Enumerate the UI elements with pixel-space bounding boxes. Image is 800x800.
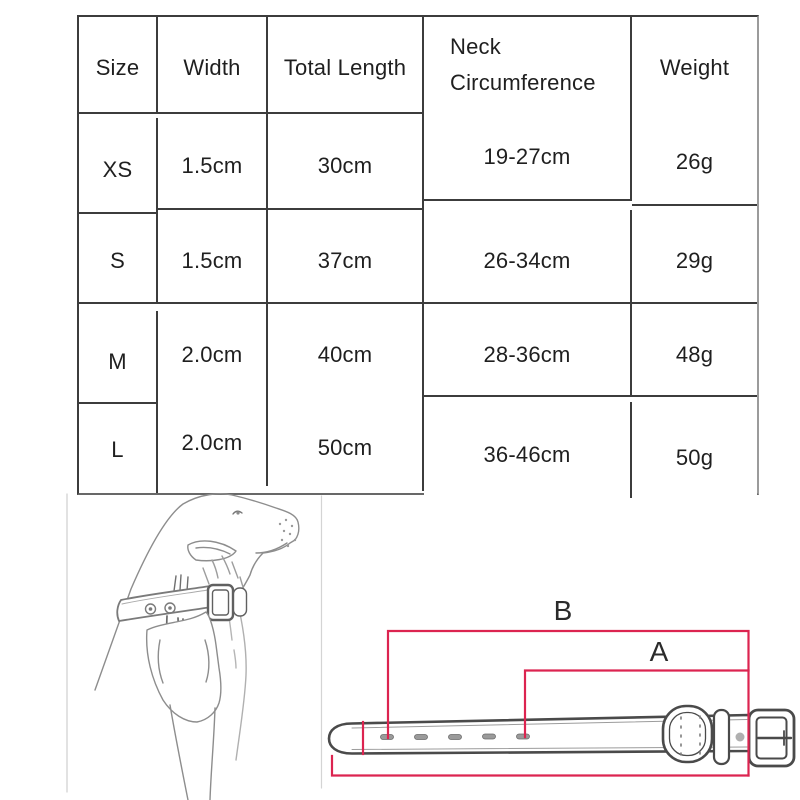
dog-ear (188, 541, 236, 561)
dog-collar-fit-sketch (60, 492, 330, 800)
table-cell: L (79, 397, 158, 493)
arm-right-line (210, 708, 215, 800)
dog-sketch-svg (60, 492, 330, 800)
table-cell: 28-36cm (424, 304, 632, 397)
table-cell: 36-46cm (424, 402, 632, 498)
size-table (77, 15, 759, 495)
dog-eye-dot (236, 511, 239, 514)
table-cell: 26-34cm (424, 210, 632, 304)
table-cell: 1.5cm (158, 114, 268, 210)
dog-chest-line (236, 600, 246, 760)
measure-label-b: B (553, 595, 573, 626)
table-cell: 48g (632, 304, 757, 397)
collar-diagram-svg (320, 560, 800, 800)
measure-label-a: A (649, 636, 669, 667)
header-cell: Size (79, 17, 158, 114)
table-cell: 30cm (268, 114, 424, 210)
table-cell: 37cm (268, 210, 424, 304)
header-cell: Width (158, 17, 268, 114)
collar-end-hole (736, 733, 745, 742)
header-cell: Weight (632, 17, 757, 114)
collar-measurement-diagram (320, 560, 800, 800)
table-cell: 29g (632, 210, 757, 304)
dog-collar-buckle (208, 585, 247, 620)
dog-ear-fold (196, 547, 230, 554)
table-cell: 40cm (268, 304, 424, 397)
table-cell: XS (79, 118, 158, 214)
header-cell: Neck Circumference (424, 17, 632, 114)
table-cell: 50cm (268, 395, 424, 491)
table-cell: 2.0cm (158, 390, 268, 486)
table-cell: 19-27cm (424, 105, 632, 201)
table-cell: M (79, 311, 158, 404)
table-cell: 26g (632, 110, 757, 206)
table-cell: S (79, 210, 158, 304)
hand-outline (147, 612, 221, 722)
table-cell: 2.0cm (158, 304, 268, 397)
table-cell: 50g (632, 405, 757, 501)
collar-keeper-bar (714, 710, 729, 764)
collar-keeper-loop (663, 706, 712, 762)
table-cell: 1.5cm (158, 210, 268, 304)
hand-fingers-above-collar (174, 575, 188, 591)
header-cell: Total Length (268, 17, 424, 114)
